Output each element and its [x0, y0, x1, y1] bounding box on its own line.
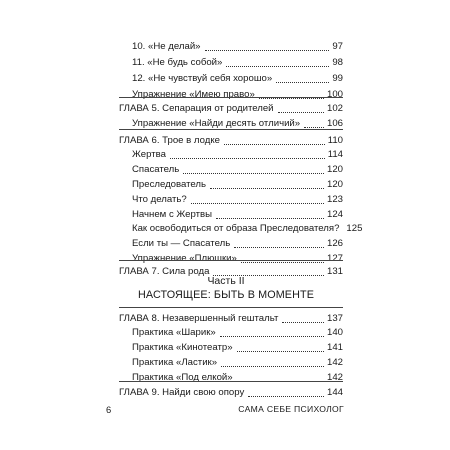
toc-entry-page: 102	[326, 103, 343, 114]
dot-leader	[234, 238, 324, 248]
toc-entry-title: Практика «Шарик»	[132, 327, 216, 338]
toc-entry-title: ГЛАВА 7. Сила рода	[119, 266, 210, 277]
dot-leader	[183, 164, 324, 174]
toc-entry	[119, 102, 343, 115]
toc-entry-page: 142	[326, 357, 343, 368]
toc-entry	[132, 56, 343, 69]
toc-entry-title: ГЛАВА 5. Сепарация от родителей	[119, 103, 274, 114]
section-divider	[119, 307, 343, 308]
toc-entry	[132, 208, 343, 221]
toc-entry-title: 10. «Не делай»	[132, 41, 201, 52]
dot-leader	[216, 209, 324, 219]
dot-leader	[241, 253, 324, 263]
toc-entry-page: 100	[326, 89, 343, 100]
part-heading: НАСТОЯЩЕЕ: БЫТЬ В МОМЕНТЕ	[138, 289, 314, 301]
toc-entry-title: Практика «Под елкой»	[132, 372, 233, 383]
toc-entry-title: Жертва	[132, 149, 166, 160]
toc-entry	[132, 163, 343, 176]
toc-entry-page: 125	[346, 223, 363, 234]
toc-entry	[132, 72, 343, 85]
toc-entry-title: Практика «Кинотеатр»	[132, 342, 233, 353]
toc-entry	[132, 88, 343, 101]
page-number: 6	[106, 404, 112, 415]
toc-entry-title: ГЛАВА 8. Незавершенный гештальт	[119, 313, 279, 324]
toc-entry-page: 126	[326, 238, 343, 249]
toc-entry-page: 98	[332, 57, 343, 68]
toc-entry	[132, 148, 343, 161]
toc-entry-title: Начнем с Жертвы	[132, 209, 212, 220]
toc-entry-page: 124	[326, 209, 343, 220]
section-divider	[119, 129, 343, 130]
toc-entry-page: 144	[326, 387, 343, 398]
dot-leader	[282, 313, 324, 323]
dot-leader	[221, 357, 324, 367]
toc-entry	[119, 386, 343, 399]
toc-entry	[119, 312, 343, 325]
toc-entry-title: Упражнение «Плюшки»	[132, 253, 237, 264]
toc-entry-page: 99	[332, 73, 343, 84]
toc-entry-page: 131	[326, 266, 343, 277]
section-divider	[119, 381, 343, 382]
toc-entry-title: Что делать?	[132, 194, 187, 205]
toc-entry	[132, 40, 343, 53]
toc-entry-page: 114	[327, 149, 343, 160]
section-divider	[119, 97, 343, 98]
toc-entry	[119, 134, 343, 147]
toc-entry-title: ГЛАВА 6. Трое в лодке	[119, 135, 220, 146]
toc-entry-title: 11. «Не будь собой»	[132, 57, 223, 68]
toc-entry-page: 127	[326, 253, 343, 264]
toc-entry-page: 106	[326, 118, 343, 129]
dot-leader	[170, 149, 325, 159]
toc-entry-title: ГЛАВА 9. Найди свою опору	[119, 387, 245, 398]
toc-entry	[132, 237, 343, 250]
toc-entry-page: 137	[326, 313, 343, 324]
toc-entry	[119, 265, 343, 278]
toc-entry-title: Упражнение «Найди десять отличий»	[132, 118, 301, 129]
toc-entry-page: 120	[326, 179, 343, 190]
section-divider	[119, 260, 343, 261]
dot-leader	[276, 73, 329, 83]
toc-entry-page: 123	[326, 194, 343, 205]
dot-leader	[226, 57, 329, 67]
toc-entry-title: Упражнение «Имею право»	[132, 89, 255, 100]
dot-leader	[237, 342, 324, 352]
toc-entry-page: 120	[326, 164, 343, 175]
toc-entry	[132, 252, 343, 265]
dot-leader	[248, 387, 324, 397]
dot-leader	[220, 327, 324, 337]
toc-entry	[132, 371, 343, 384]
toc-entry-title: Как освободиться от образа Преследователя?	[132, 223, 340, 234]
dot-leader	[205, 41, 330, 51]
part-label: Часть II	[207, 275, 245, 287]
dot-leader	[210, 179, 324, 189]
toc-entry	[132, 356, 343, 369]
toc-entry-title: Практика «Ластик»	[132, 357, 218, 368]
dot-leader	[224, 135, 325, 145]
toc-entry	[132, 178, 343, 191]
toc-entry	[132, 341, 343, 354]
dot-leader	[278, 103, 324, 113]
toc-entry-page: 141	[326, 342, 343, 353]
toc-entry	[132, 222, 363, 235]
toc-entry	[132, 193, 343, 206]
dot-leader	[213, 266, 324, 276]
toc-entry-title: Если ты — Спасатель	[132, 238, 231, 249]
toc-entry-page: 97	[332, 41, 343, 52]
toc-entry-title: 12. «Не чувствуй себя хорошо»	[132, 73, 273, 84]
toc-entry-page: 142	[326, 372, 343, 383]
toc-entry	[132, 326, 343, 339]
toc-entry-title: Преследователь	[132, 179, 207, 190]
running-book-title: САМА СЕБЕ ПСИХОЛОГ	[238, 404, 344, 414]
dot-leader	[304, 118, 324, 128]
dot-leader	[191, 194, 324, 204]
toc-entry-page: 140	[326, 327, 343, 338]
toc-entry-page: 110	[327, 135, 343, 146]
toc-entry-title: Спасатель	[132, 164, 180, 175]
